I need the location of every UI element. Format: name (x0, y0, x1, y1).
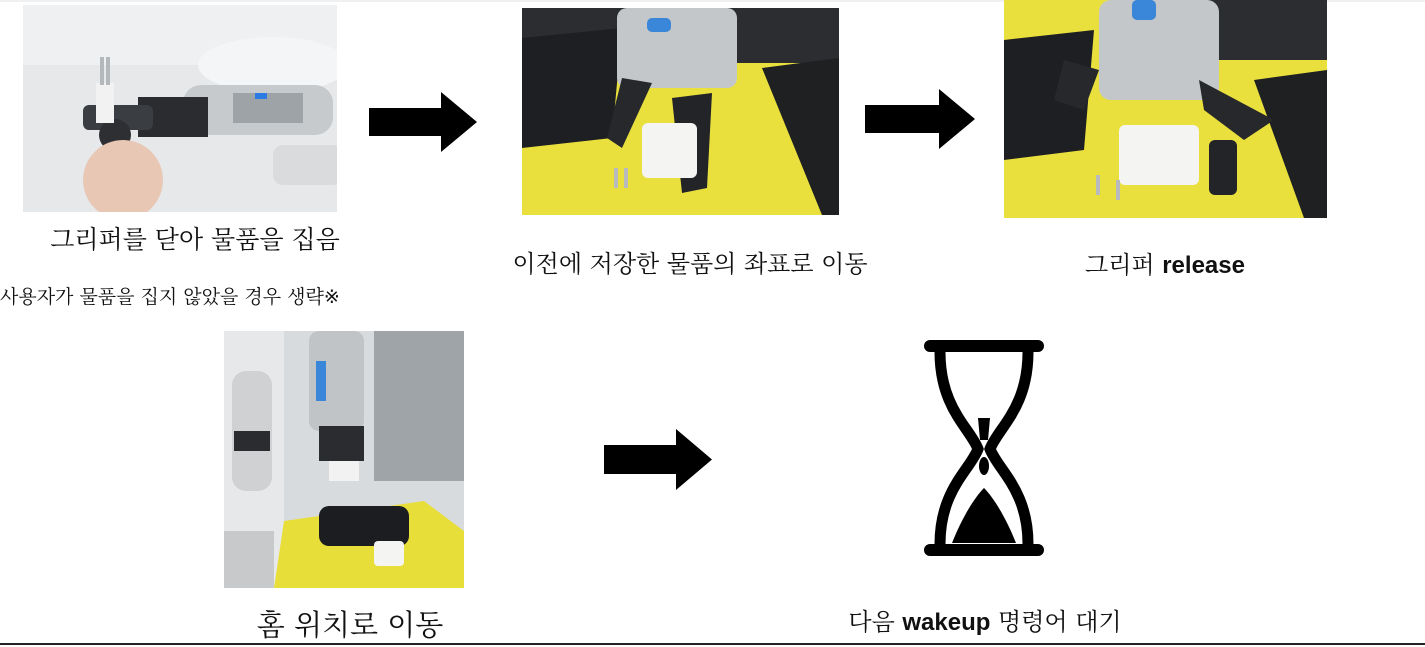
hourglass-icon (922, 338, 1046, 560)
photo-home-position (224, 331, 464, 588)
caption-release-keyword: release (1162, 252, 1245, 279)
photo-move-to-coordinate (522, 8, 839, 215)
bottom-border (0, 643, 1425, 645)
arrow-right-icon (369, 92, 477, 152)
caption-step-release (1040, 245, 1290, 280)
caption-step-wait (800, 602, 1170, 637)
arrow-right-icon (604, 429, 712, 490)
caption-wait-prefix: 다음 (848, 608, 903, 636)
photo-gripper-grasp (23, 5, 337, 212)
caption-step-move: 이전에 저장한 물품의 좌표로 이동 (512, 250, 868, 278)
caption-skip-note: 사용자가 물품을 집지 않았을 경우 생략※ (0, 286, 340, 308)
caption-step-home: 홈 위치로 이동 (256, 608, 444, 642)
caption-step-grasp: 그리퍼를 닫아 물품을 집음 (50, 225, 340, 254)
arrow-right-icon (865, 89, 975, 149)
caption-wait-suffix: 명령어 대기 (990, 608, 1122, 636)
caption-release-prefix: 그리퍼 (1085, 251, 1163, 279)
caption-wait-keyword: wakeup (902, 609, 991, 636)
photo-gripper-release (1004, 0, 1327, 218)
